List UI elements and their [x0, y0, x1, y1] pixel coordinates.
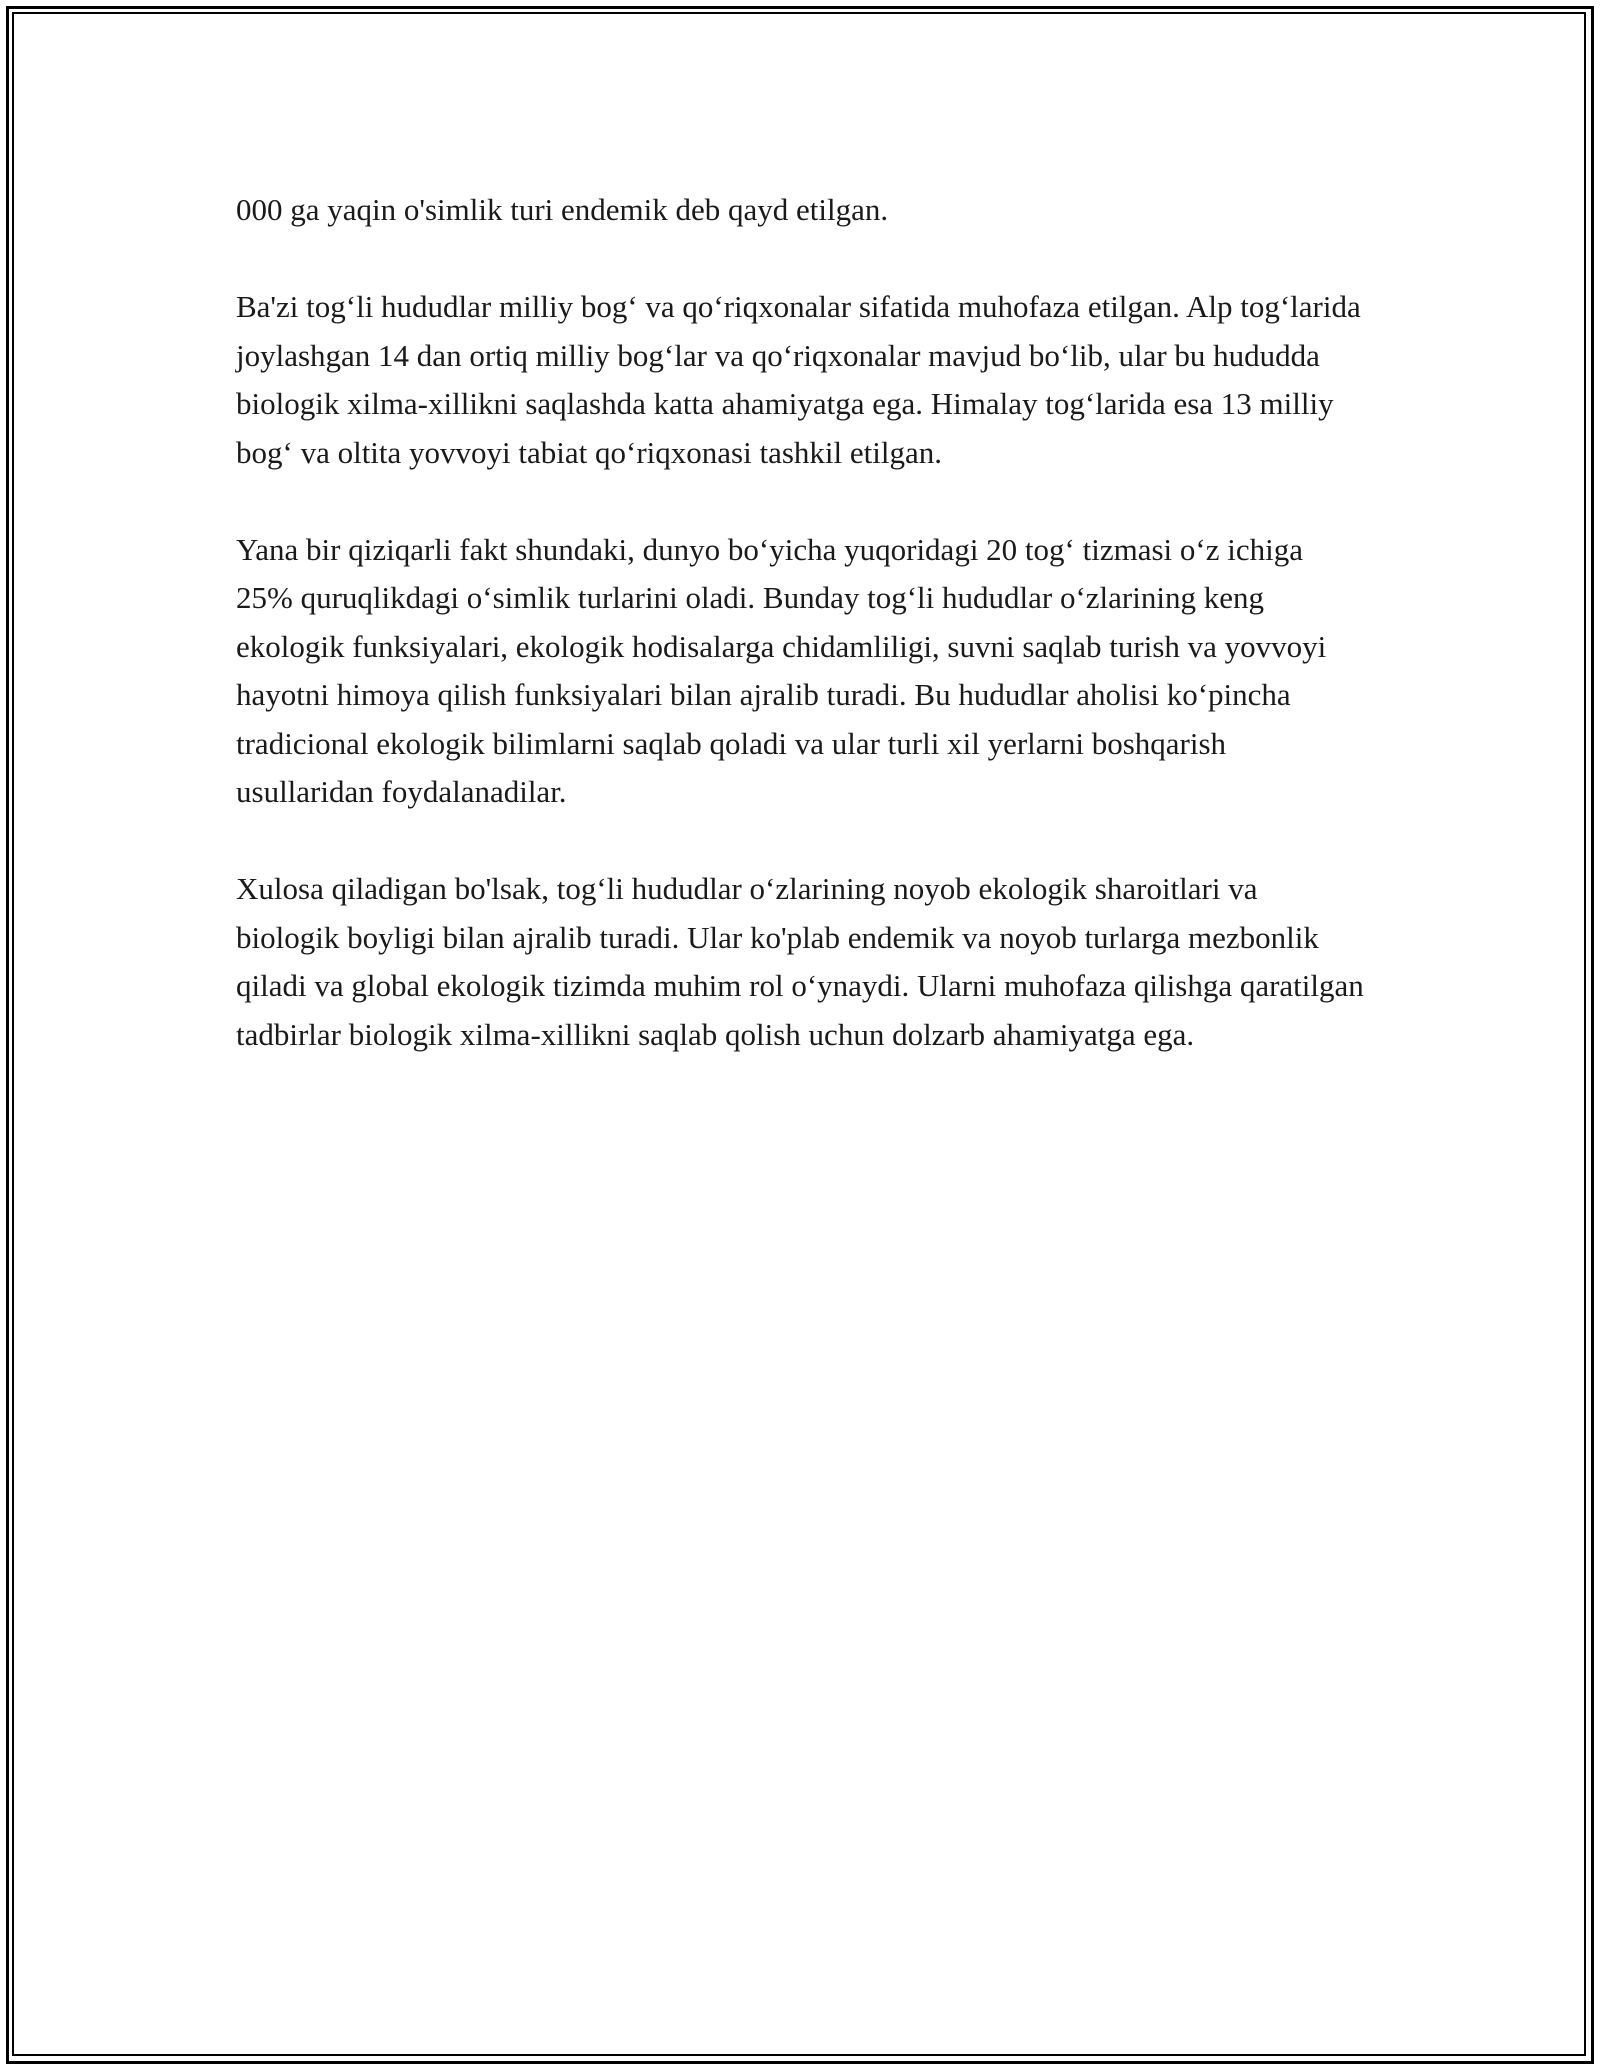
paragraph-3: Yana bir qiziqarli fakt shundaki, dunyo bo‘yicha yuqoridagi 20 tog‘ tizmasi o‘z ichiga 25% quruqlikdagi o‘simlik turlarini oladi. Bunday tog‘li hududlar o‘zlarining keng ekologik funksiyalari, ekologik hodisalarga chidamliligi, suvni saqlab turish va yovvoyi hayotni himoya qilish funksiyalari bilan ajralib turadi. Bu hududlar aholisi ko‘pincha tradicional ekologik bilimlarni saqlab qoladi va ular turli xil yerlarni boshqarish usullaridan foydalanadilar.	[236, 531, 1327, 809]
document-body	[236, 186, 1366, 1108]
paragraph-1: 000 ga yaqin o'simlik turi endemik deb qayd etilgan.	[236, 192, 889, 227]
paragraph-4: Xulosa qiladigan bo'lsak, tog‘li hududlar o‘zlarining noyob ekologik sharoitlari va biologik boyligi bilan ajralib turadi. Ular ko'plab endemik va noyob turlarga mezbonlik qiladi va global ekologik tizimda muhim rol o‘ynaydi. Ularni muhofaza qilishga qaratilgan tadbirlar biologik xilma-xillikni saqlab qolish uchun dolzarb ahamiyatga ega.	[236, 871, 1364, 1052]
paragraph-2: Ba'zi tog‘li hududlar milliy bog‘ va qo‘riqxonalar sifatida muhofaza etilgan. Alp tog‘larida joylashgan 14 dan ortiq milliy bog‘lar va qo‘riqxonalar mavjud bo‘lib, ular bu hududda biologik xilma-xillikni saqlashda katta ahamiyatga ega. Himalay tog‘larida esa 13 milliy bog‘ va oltita yovvoyi tabiat qo‘riqxonasi tashkil etilgan.	[236, 289, 1361, 470]
